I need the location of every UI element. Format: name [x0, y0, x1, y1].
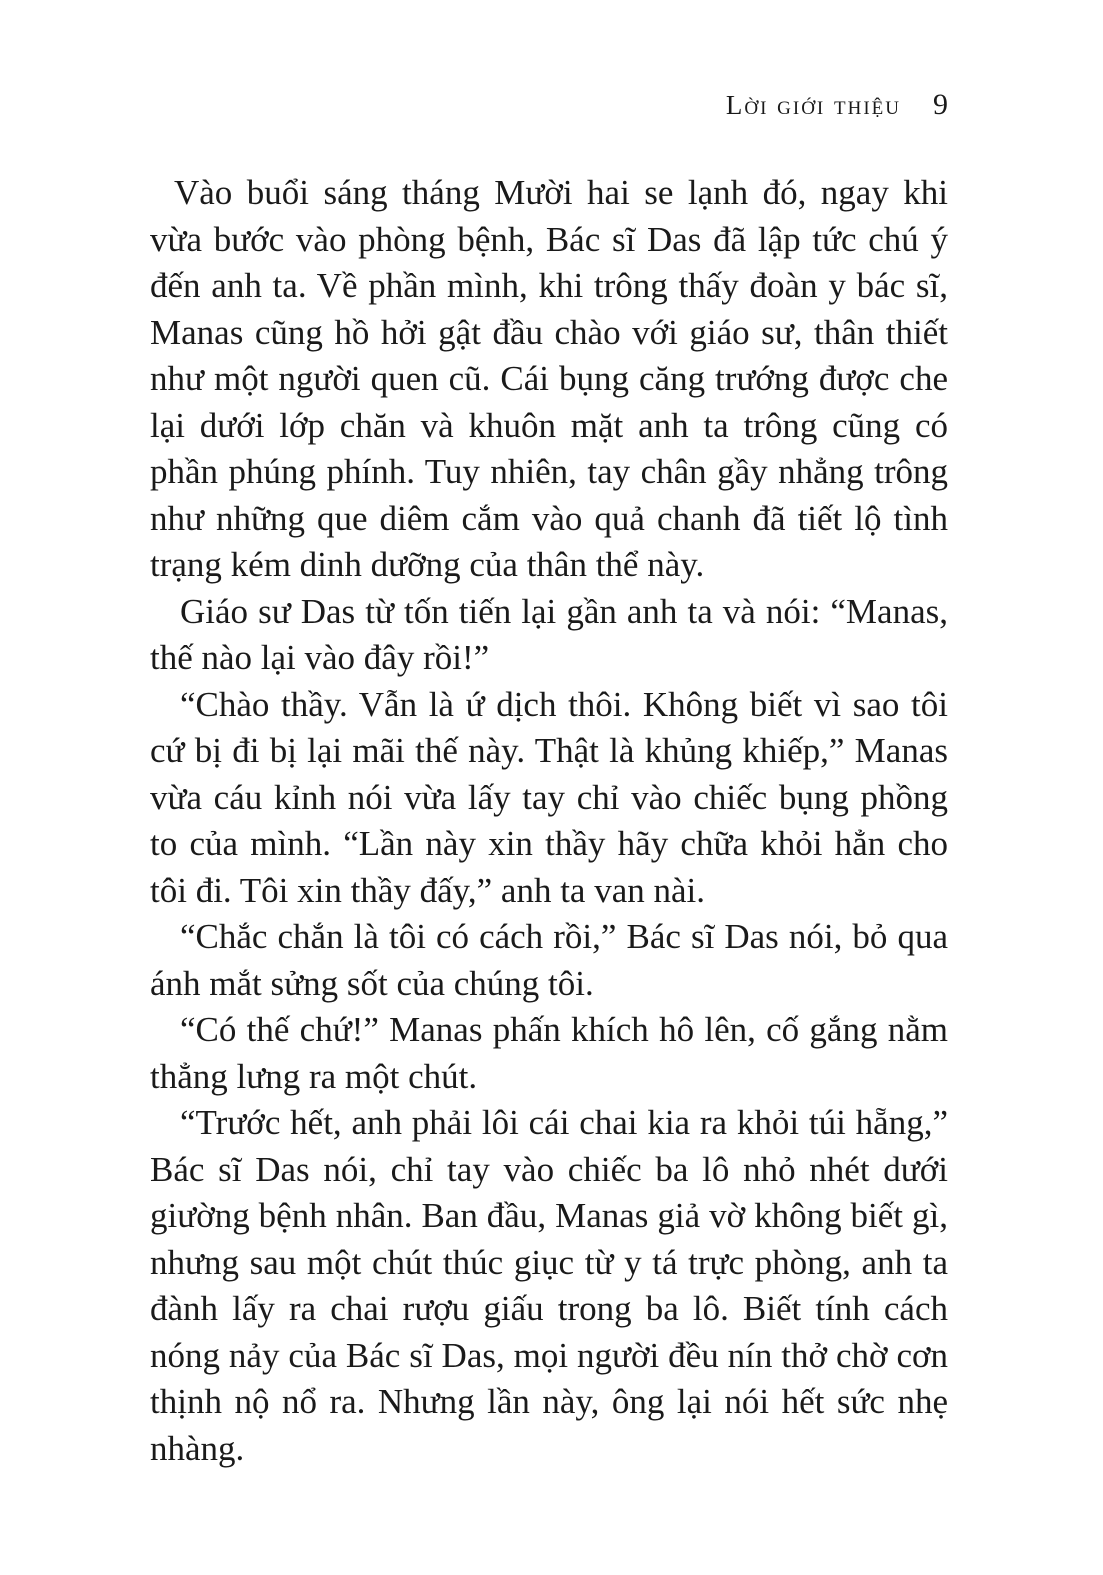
paragraph: “Có thế chứ!” Manas phấn khích hô lên, cố gắng nằm thẳng lưng ra một chút. — [150, 1010, 948, 1096]
paragraph: “Trước hết, anh phải lôi cái chai kia ra khỏi túi hẵng,” Bác sĩ Das nói, chỉ tay vào chiếc ba lô nhỏ nhét dưới giường bệnh nhân. Ban đầu, Manas giả vờ không biết gì, nhưng sau một chút thúc giục từ y tá trực phòng, anh ta đành lấy ra chai rượu giấu trong ba lô. Biết tính cách nóng nảy của Bác sĩ Das, mọi người đều nín thở chờ cơn thịnh nộ nổ ra. Nhưng lần này, ông lại nói hết sức nhẹ nhàng. — [150, 1103, 948, 1468]
page-number: 9 — [933, 88, 948, 121]
running-title: Lời giới thiệu — [725, 90, 901, 120]
paragraph: “Chào thầy. Vẫn là ứ dịch thôi. Không biết vì sao tôi cứ bị đi bị lại mãi thế này. Thật là khủng khiếp,” Manas vừa cáu kỉnh nói vừa lấy tay chỉ vào chiếc bụng phồng to của mình. “Lần này xin thầy hãy chữa khỏi hẳn cho tôi đi. Tôi xin thầy đấy,” anh ta van nài. — [150, 684, 948, 910]
paragraph: Vào buổi sáng tháng Mười hai se lạnh đó, ngay khi vừa bước vào phòng bệnh, Bác sĩ Das đã lập tức chú ý đến anh ta. Về phần mình, khi trông thấy đoàn y bác sĩ, Manas cũng hồ hởi gật đầu chào với giáo sư, thân thiết như một người quen cũ. Cái bụng căng trướng được che lại dưới lớp chăn và khuôn mặt anh ta trông cũng có phần phúng phính. Tuy nhiên, tay chân gầy nhẳng trông như những que diêm cắm vào quả chanh đã tiết lộ tình trạng kém dinh dưỡng của thân thể này. — [150, 173, 948, 584]
paragraph: Giáo sư Das từ tốn tiến lại gần anh ta và nói: “Manas, thế nào lại vào đây rồi!” — [150, 591, 948, 677]
body-text — [150, 170, 948, 1472]
paragraph: “Chắc chắn là tôi có cách rồi,” Bác sĩ Das nói, bỏ qua ánh mắt sửng sốt của chúng tôi. — [150, 917, 948, 1003]
running-header — [150, 88, 948, 128]
